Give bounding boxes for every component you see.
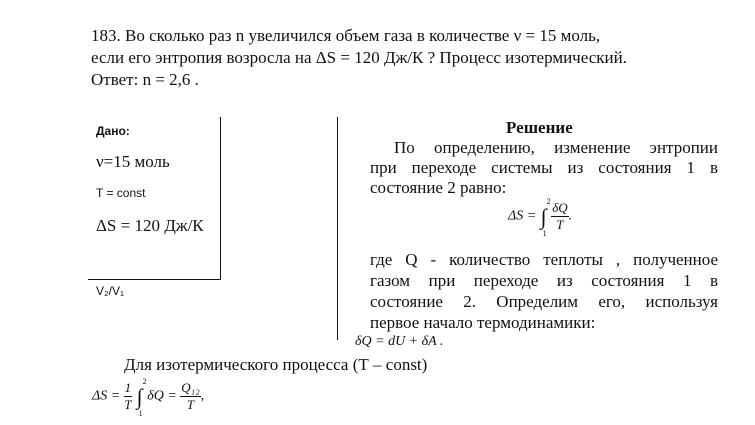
formula-3-numerator-2: Q₁₂ [181, 380, 200, 395]
given-t-const: T = const [96, 186, 146, 200]
integral-2-lower-limit: 1 [138, 408, 143, 418]
isothermal-line: Для изотермического процесса (Т – const) [124, 355, 428, 374]
formula-3-mid: δQ = [147, 388, 177, 404]
entropy-integral-formula [508, 196, 573, 238]
formula-3-end: , [200, 388, 205, 404]
formula-3-lhs: ΔS = [92, 388, 121, 404]
integral-sign-2: ∫ 2 1 [136, 376, 147, 418]
formula-3-denominator-1: T [124, 397, 132, 412]
solution-p2-line-2: газом при переходе из состояния 1 в [370, 271, 718, 290]
formula-1-denominator: T [556, 217, 564, 232]
formula-1-numerator: δQ [552, 200, 568, 215]
formula-1-lhs: ΔS = [508, 208, 537, 224]
formula-1-end: . [568, 208, 573, 224]
integral-lower-limit: 1 [542, 228, 547, 238]
answer-line: Ответ: n = 2,6 . [91, 70, 199, 89]
solution-p2-line-4: первое начало термодинамики: [370, 313, 596, 332]
problem-line-2: если его энтропия возросла на ΔS = 120 Дж/К ? Процесс изотермический. [91, 48, 627, 67]
given-find: V₂/V₁ [96, 284, 125, 298]
solution-p2-line-3: состояние 2. Определим его, используя [370, 292, 718, 311]
given-divider-horizontal [88, 279, 221, 280]
solution-divider-vertical [337, 117, 338, 340]
formula-1-fraction [551, 200, 568, 233]
formula-3-numerator-1: 1 [124, 380, 132, 395]
integral-2-upper-limit: 2 [142, 376, 147, 386]
first-law-formula: δQ = dU + δA . [355, 334, 444, 349]
given-nu: ν=15 моль [96, 152, 170, 171]
integral-sign: ∫ 2 1 [540, 196, 551, 238]
integral-upper-limit: 2 [546, 196, 551, 206]
solution-p1-line-3: состояние 2 равно: [370, 178, 507, 197]
problem-line-1: 183. Во сколько раз n увеличился объем газа в количестве ν = 15 моль, [91, 26, 601, 45]
formula-3-fraction-2 [180, 380, 200, 413]
entropy-isothermal-formula [92, 376, 205, 418]
formula-3-fraction-1 [124, 380, 133, 413]
given-heading: Дано: [96, 124, 130, 138]
solution-p2-line-1: где Q - количество теплоты , полученное [370, 250, 718, 269]
solution-heading: Решение [506, 118, 573, 137]
solution-p1-line-2: при переходе системы из состояния 1 в [370, 158, 718, 177]
formula-3-denominator-2: T [186, 397, 195, 412]
given-delta-s: ΔS = 120 Дж/К [96, 216, 204, 235]
given-divider-vertical [220, 117, 221, 280]
solution-p1-line-1: По определению, изменение энтропии [394, 138, 718, 157]
